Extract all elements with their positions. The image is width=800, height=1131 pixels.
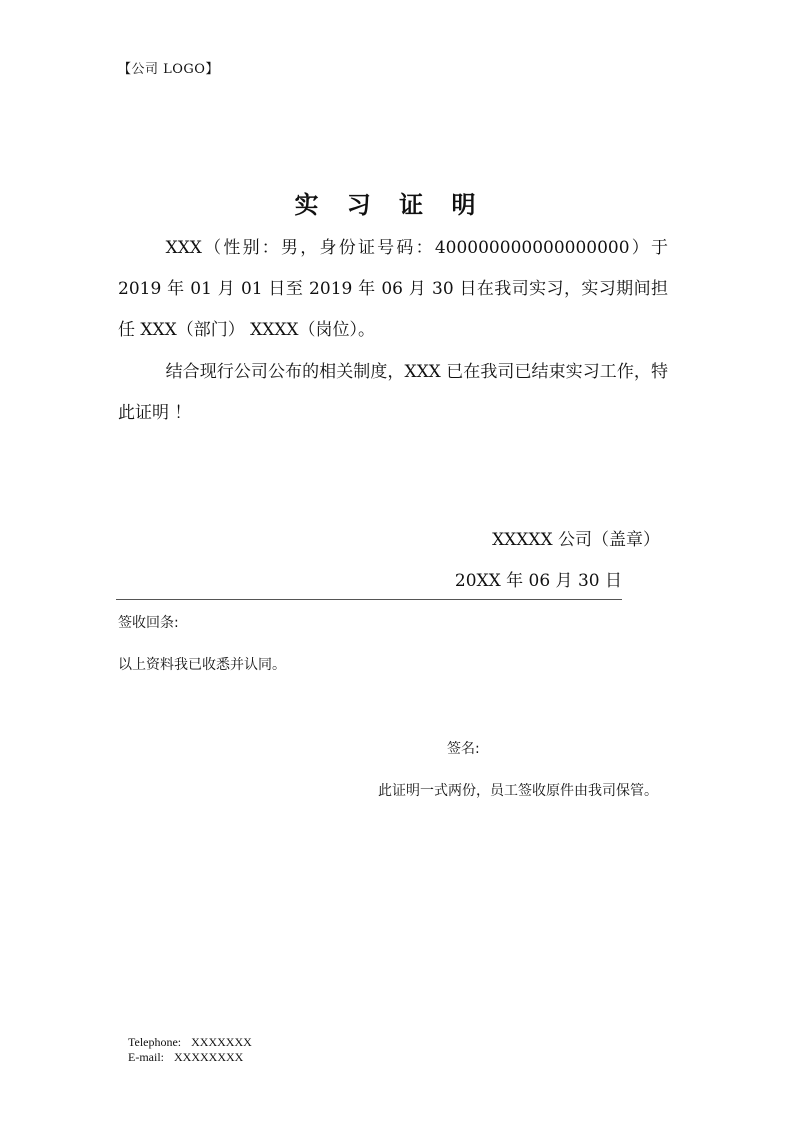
telephone-label: Telephone: (128, 1035, 182, 1049)
certificate-body (118, 228, 668, 434)
company-logo-placeholder: 【公司 LOGO】 (118, 62, 219, 77)
receipt-acknowledgement: 以上资料我已收悉并认同。 (118, 657, 286, 673)
email-row (128, 1050, 252, 1065)
certificate-paragraph-1: XXX（性别：男，身份证号码：400000000000000000）于 2019 年 01 月 01 日至 2019 年 06 月 30 日在我司实习，实习期间担任 XXX（部门） XXXX（岗位）。 (118, 238, 668, 340)
certificate-paragraph-2: 结合现行公司公布的相关制度，XXX 已在我司已结束实习工作，特此证明 ！ (118, 362, 668, 423)
telephone-row (128, 1035, 252, 1050)
email-label: E-mail: (128, 1050, 164, 1064)
email-value: XXXXXXXX (174, 1050, 244, 1064)
company-seal-line: XXXXX 公司（盖章） (492, 530, 660, 550)
contact-footer (128, 1035, 252, 1065)
document-title: 实 习 证 明 (294, 190, 486, 219)
section-divider (116, 599, 622, 600)
signature-label: 签名: (447, 741, 480, 757)
receipt-label: 签收回条: (118, 615, 179, 631)
issue-date: 20XX 年 06 月 30 日 (454, 571, 622, 591)
telephone-value: XXXXXXX (191, 1035, 252, 1049)
copies-note: 此证明一式两份，员工签收原件由我司保管。 (378, 783, 658, 799)
